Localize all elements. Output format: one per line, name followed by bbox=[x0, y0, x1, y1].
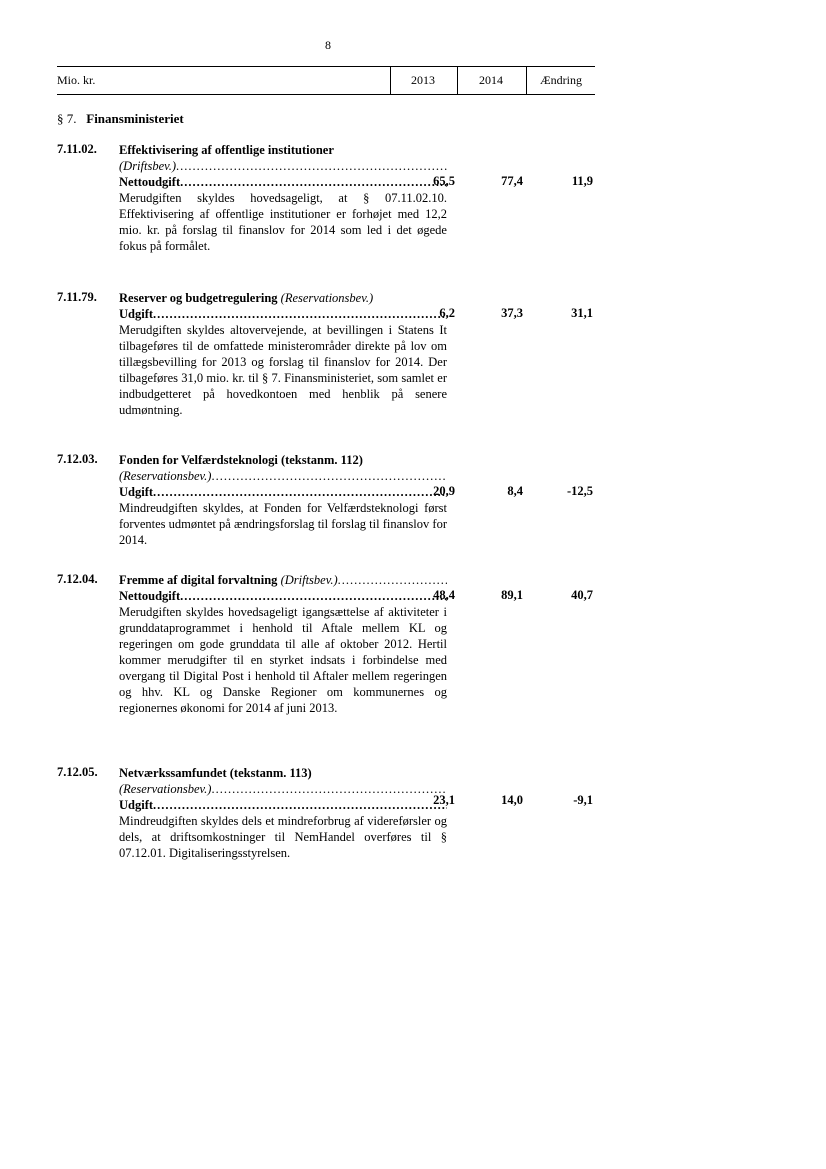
value-2014: 89,1 bbox=[501, 588, 523, 602]
entry-title: Reserver og budgetregulering bbox=[119, 291, 278, 305]
section-name: Finansministeriet bbox=[86, 111, 184, 126]
entry-subtitle-line bbox=[119, 158, 447, 174]
value-change: -9,1 bbox=[573, 793, 593, 807]
entry-body bbox=[119, 142, 447, 254]
entry-subtitle: (Driftsbev.) bbox=[119, 159, 177, 173]
value-2014: 8,4 bbox=[507, 484, 523, 498]
entry-subtitle-line bbox=[119, 468, 447, 484]
value-2014: 37,3 bbox=[501, 306, 523, 320]
entry-line-label: Udgift bbox=[119, 485, 154, 499]
header-change: Ændring bbox=[540, 73, 582, 87]
entry-subtitle: (Reservationsbev.) bbox=[119, 782, 212, 796]
entry-title-line bbox=[119, 290, 447, 306]
entry-description: Merudgiften skyldes altovervejende, at bevillingen i Statens It tilbageføres til de omfattede ministerområder direkte på lov om tillægsbevilling for 2013 og forslag til finanslov for 2014. Der tilbageføres 31,0 mio. kr. til § 7. Finansministeriet, som samlet er indbudgetteret på hovedkontoen med henblik på senere udmøntning. bbox=[119, 323, 447, 417]
entry-description: Merudgiften skyldes hovedsageligt igangsættelse af aktiviteter i grunddataprogrammet i henhold til Aftale mellem KL og regeringen om gode grunddata til alle af oktober 2012. Hertil kommer merudgifter til en styrket indsats i forbindelse med overgang til Digital Post i henhold til Aftaler mellem regeringen og hhv. KL og Danske Regioner om kommunernes og regionernes økonomi for 2014 af juni 2013. bbox=[119, 605, 447, 715]
value-change: 31,1 bbox=[571, 306, 593, 320]
entry-code: 7.11.02. bbox=[57, 142, 97, 156]
entry-subtitle: (Reservationsbev.) bbox=[119, 469, 212, 483]
entry-code: 7.12.05. bbox=[57, 765, 98, 779]
entry-title: Effektivisering af offentlige institutioner bbox=[119, 143, 334, 157]
page-number: 8 bbox=[325, 38, 331, 52]
value-2013: 48,4 bbox=[433, 588, 455, 602]
entry-title-suffix: (Driftsbev.) bbox=[280, 573, 338, 587]
section-title bbox=[57, 111, 184, 127]
entry-code: 7.11.79. bbox=[57, 290, 97, 304]
entry-body bbox=[119, 452, 447, 548]
entry-description: Merudgiften skyldes hovedsageligt, at § 07.11.02.10. Effektivisering af offentlige institutioner er forhøjet med 12,2 mio. kr. på forslag til finanslov for 2014 som led i det øgede fokus på formålet. bbox=[119, 191, 447, 253]
entry-title: Fremme af digital forvaltning bbox=[119, 573, 278, 587]
header-top-rule bbox=[57, 66, 595, 67]
entry-title-suffix: (Reservationsbev.) bbox=[280, 291, 374, 305]
entry-title: Netværkssamfundet (tekstanm. 113) bbox=[119, 766, 312, 780]
entry-code: 7.12.04. bbox=[57, 572, 98, 586]
header-bottom-rule bbox=[57, 94, 595, 95]
header-unit: Mio. kr. bbox=[57, 73, 96, 87]
header-2014: 2014 bbox=[479, 73, 503, 87]
value-change: 11,9 bbox=[571, 174, 593, 188]
value-change: -12,5 bbox=[566, 484, 593, 498]
entry-title: Fonden for Velfærdsteknologi (tekstanm. 112) bbox=[119, 453, 363, 467]
entry-title-line bbox=[119, 572, 447, 588]
entry-body bbox=[119, 765, 447, 861]
entry-code: 7.12.03. bbox=[57, 452, 98, 466]
value-2013: 6,2 bbox=[439, 306, 455, 320]
section-symbol: § 7. bbox=[57, 111, 77, 126]
entry-line-label: Nettoudgift bbox=[119, 589, 181, 603]
value-2014: 77,4 bbox=[501, 174, 523, 188]
header-separator bbox=[526, 66, 527, 94]
entry-line-label: Udgift bbox=[119, 798, 154, 812]
header-2013: 2013 bbox=[411, 73, 435, 87]
entry-line-label: Nettoudgift bbox=[119, 175, 181, 189]
value-2013: 23,1 bbox=[433, 793, 455, 807]
value-2014: 14,0 bbox=[501, 793, 523, 807]
entry-line-label: Udgift bbox=[119, 307, 154, 321]
value-2013: 65,5 bbox=[433, 174, 455, 188]
entry-description: Mindreudgiften skyldes, at Fonden for Velfærdsteknologi først forventes udmøntet på ændringsforslag til forslag til finanslov for 2014. bbox=[119, 501, 447, 547]
header-separator bbox=[390, 66, 391, 94]
value-change: 40,7 bbox=[571, 588, 593, 602]
table-header bbox=[57, 66, 595, 94]
value-2013: 20,9 bbox=[433, 484, 455, 498]
header-separator bbox=[457, 66, 458, 94]
entry-description: Mindreudgiften skyldes dels et mindreforbrug af videreførsler og dels, at driftsomkostninger til NemHandel overføres til § 07.12.01. Digitaliseringsstyrelsen. bbox=[119, 814, 447, 860]
